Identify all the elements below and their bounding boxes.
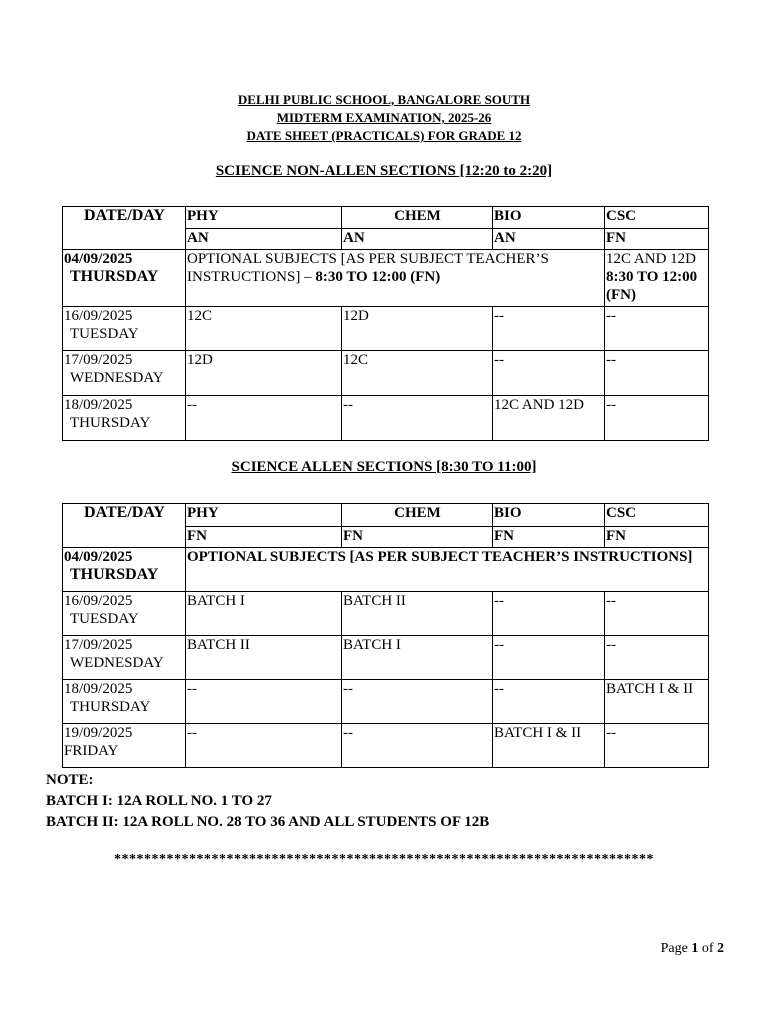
table-row	[63, 636, 709, 680]
day: THURSDAY	[70, 415, 151, 431]
date-cell	[63, 307, 186, 351]
phy-session: FN	[186, 527, 342, 548]
allen-header-row	[63, 504, 709, 527]
chem-cell: 12D	[342, 307, 493, 351]
table-row	[63, 396, 709, 441]
bio-cell: 12C AND 12D	[493, 396, 605, 441]
table-row	[63, 724, 709, 768]
bio-session: FN	[493, 527, 605, 548]
chem-cell: BATCH I	[342, 636, 493, 680]
optional-subjects-cell	[186, 250, 605, 307]
csc-header: CSC	[605, 207, 709, 229]
csc-session: FN	[605, 229, 709, 250]
date: 17/09/2025	[64, 637, 133, 653]
allen-date-sheet-table	[62, 503, 709, 768]
bio-cell: --	[493, 592, 605, 636]
date-day-header: DATE/DAY	[63, 504, 186, 548]
bio-cell: --	[493, 307, 605, 351]
day: THURSDAY	[70, 699, 151, 715]
day: WEDNESDAY	[70, 655, 164, 671]
table-row	[63, 307, 709, 351]
csc-optional-cell	[605, 250, 709, 307]
date-cell	[63, 351, 186, 396]
optional-subjects-time: 8:30 TO 12:00 (FN)	[315, 269, 441, 285]
date-cell	[63, 548, 186, 592]
note-label: NOTE:	[46, 772, 94, 788]
page-word: Page	[660, 941, 688, 956]
non-allen-header-row	[63, 207, 709, 229]
of-word: of	[701, 941, 714, 956]
chem-header: CHEM	[342, 504, 493, 527]
non-allen-date-sheet-table	[62, 206, 709, 441]
chem-header: CHEM	[342, 207, 493, 229]
chem-cell: --	[342, 680, 493, 724]
csc-header: CSC	[605, 504, 709, 527]
day: FRIDAY	[64, 743, 119, 759]
bio-session: AN	[493, 229, 605, 250]
chem-cell: BATCH II	[342, 592, 493, 636]
csc-cell: --	[605, 396, 709, 441]
csc-cell: BATCH I & II	[605, 680, 709, 724]
date: 19/09/2025	[64, 725, 133, 741]
date-cell	[63, 680, 186, 724]
csc-cell: --	[605, 351, 709, 396]
date-cell	[63, 592, 186, 636]
bio-cell: --	[493, 636, 605, 680]
date-cell	[63, 396, 186, 441]
table-row	[63, 680, 709, 724]
day: TUESDAY	[70, 611, 139, 627]
bio-header: BIO	[493, 504, 605, 527]
day: WEDNESDAY	[70, 370, 164, 386]
exam-title: MIDTERM EXAMINATION, 2025-26	[276, 110, 492, 125]
date-day-header: DATE/DAY	[63, 207, 186, 250]
table-row	[63, 548, 709, 592]
phy-cell: --	[186, 724, 342, 768]
non-allen-section-title: SCIENCE NON-ALLEN SECTIONS [12:20 to 2:20]	[215, 163, 553, 179]
phy-cell: 12D	[186, 351, 342, 396]
phy-session: AN	[186, 229, 342, 250]
date: 04/09/2025	[64, 251, 133, 267]
chem-session: AN	[342, 229, 493, 250]
bio-header: BIO	[493, 207, 605, 229]
phy-cell: BATCH I	[186, 592, 342, 636]
chem-session: FN	[342, 527, 493, 548]
page-total: 2	[717, 941, 724, 956]
csc-cell: --	[605, 307, 709, 351]
optional-subjects-text: OPTIONAL SUBJECTS [AS PER SUBJECT TEACHER’S INSTRUCTIONS] –	[187, 251, 549, 285]
asterisk-separator: ************************************************************************	[114, 852, 654, 867]
date: 17/09/2025	[64, 352, 133, 368]
table-row	[63, 351, 709, 396]
date-cell	[63, 250, 186, 307]
date: 16/09/2025	[64, 308, 133, 324]
bio-cell: --	[493, 351, 605, 396]
table-row	[63, 250, 709, 307]
note-batch-2: BATCH II: 12A ROLL NO. 28 TO 36 AND ALL STUDENTS OF 12B	[46, 814, 490, 830]
phy-header: PHY	[186, 207, 342, 229]
date: 16/09/2025	[64, 593, 133, 609]
day: THURSDAY	[70, 566, 159, 583]
page-number	[661, 941, 724, 957]
day: TUESDAY	[70, 326, 139, 342]
page-current: 1	[691, 941, 699, 956]
phy-cell: --	[186, 680, 342, 724]
phy-cell: 12C	[186, 307, 342, 351]
optional-subjects-cell: OPTIONAL SUBJECTS [AS PER SUBJECT TEACHER’S INSTRUCTIONS]	[186, 548, 709, 592]
date: 04/09/2025	[64, 549, 133, 565]
csc-cell: --	[605, 636, 709, 680]
bio-cell: --	[493, 680, 605, 724]
phy-cell: --	[186, 396, 342, 441]
table-row	[63, 592, 709, 636]
bio-cell: BATCH I & II	[493, 724, 605, 768]
csc-cell: --	[605, 592, 709, 636]
date-cell	[63, 636, 186, 680]
csc-session: FN	[605, 527, 709, 548]
note-batch-1: BATCH I: 12A ROLL NO. 1 TO 27	[46, 793, 272, 809]
phy-cell: BATCH II	[186, 636, 342, 680]
csc-optional-time: 8:30 TO 12:00 (FN)	[606, 269, 698, 303]
csc-cell: --	[605, 724, 709, 768]
date-sheet-title: DATE SHEET (PRACTICALS) FOR GRADE 12	[246, 128, 522, 143]
csc-optional-sections: 12C AND 12D	[606, 251, 697, 267]
chem-cell: --	[342, 396, 493, 441]
date: 18/09/2025	[64, 681, 133, 697]
school-name: DELHI PUBLIC SCHOOL, BANGALORE SOUTH	[237, 92, 531, 107]
day: THURSDAY	[70, 268, 159, 285]
phy-header: PHY	[186, 504, 342, 527]
allen-section-title: SCIENCE ALLEN SECTIONS [8:30 TO 11:00]	[231, 459, 537, 475]
date: 18/09/2025	[64, 397, 133, 413]
date-cell	[63, 724, 186, 768]
chem-cell: --	[342, 724, 493, 768]
chem-cell: 12C	[342, 351, 493, 396]
